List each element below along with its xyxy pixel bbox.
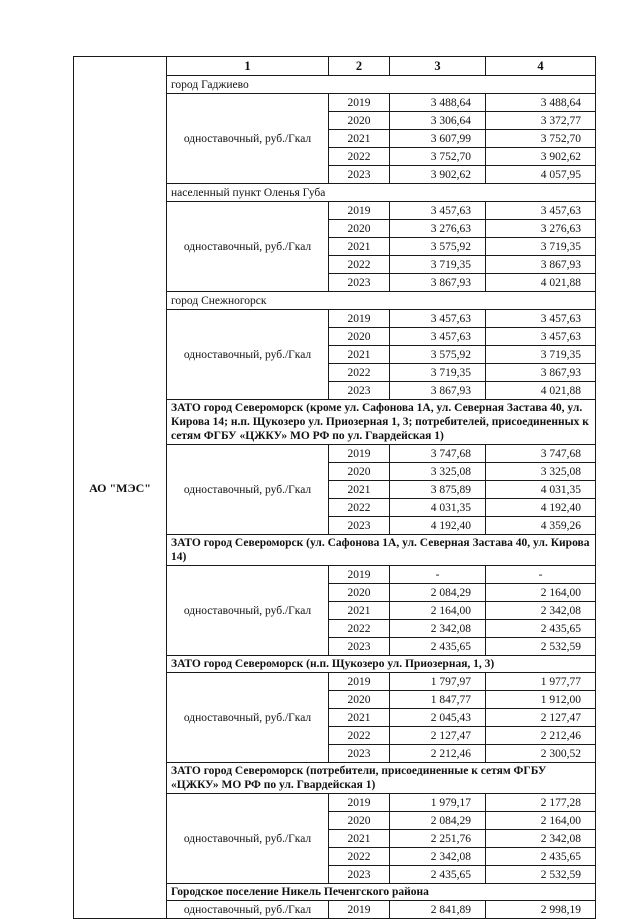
value-col-4-cell: 4 192,40 <box>486 499 596 517</box>
value-col-4-cell: 2 127,47 <box>486 709 596 727</box>
year-cell: 2020 <box>329 220 390 238</box>
year-cell: 2019 <box>329 794 390 812</box>
value-col-4-cell: 4 359,26 <box>486 517 596 535</box>
year-cell: 2021 <box>329 709 390 727</box>
tariff-type-cell: одноставочный, руб./Гкал <box>167 673 329 763</box>
value-col-3-cell: 2 435,65 <box>390 638 486 656</box>
value-col-3-cell: - <box>390 566 486 584</box>
year-cell: 2022 <box>329 620 390 638</box>
value-col-3-cell: 2 084,29 <box>390 812 486 830</box>
value-col-3-cell: 4 192,40 <box>390 517 486 535</box>
year-cell: 2019 <box>329 310 390 328</box>
value-col-4-cell: 3 719,35 <box>486 346 596 364</box>
value-col-4-cell: 2 300,52 <box>486 745 596 763</box>
value-col-4-cell: 2 212,46 <box>486 727 596 745</box>
value-col-4-cell: 1 912,00 <box>486 691 596 709</box>
value-col-3-cell: 3 747,68 <box>390 445 486 463</box>
location-heading: Городское поселение Никель Печенгского района <box>167 884 596 901</box>
value-col-4-cell: 3 457,63 <box>486 310 596 328</box>
tariff-type-cell: одноставочный, руб./Гкал <box>167 445 329 535</box>
year-cell: 2022 <box>329 499 390 517</box>
organization-cell <box>74 57 167 919</box>
year-cell: 2023 <box>329 866 390 884</box>
year-cell: 2022 <box>329 727 390 745</box>
value-col-4-cell: 2 342,08 <box>486 830 596 848</box>
year-cell: 2022 <box>329 848 390 866</box>
value-col-4-cell: 4 021,88 <box>486 274 596 292</box>
header-row <box>74 57 596 76</box>
value-col-3-cell: 1 797,97 <box>390 673 486 691</box>
value-col-4-cell: 4 057,95 <box>486 166 596 184</box>
value-col-3-cell: 4 031,35 <box>390 499 486 517</box>
value-col-3-cell: 2 342,08 <box>390 848 486 866</box>
value-col-3-cell: 2 212,46 <box>390 745 486 763</box>
value-col-3-cell: 3 752,70 <box>390 148 486 166</box>
value-col-4-cell: 4 031,35 <box>486 481 596 499</box>
year-cell: 2020 <box>329 584 390 602</box>
value-col-3-cell: 2 342,08 <box>390 620 486 638</box>
year-cell: 2021 <box>329 346 390 364</box>
value-col-4-cell: 2 435,65 <box>486 848 596 866</box>
value-col-4-cell: 3 902,62 <box>486 148 596 166</box>
tariff-type-cell: одноставочный, руб./Гкал <box>167 310 329 400</box>
year-cell: 2019 <box>329 673 390 691</box>
year-cell: 2021 <box>329 481 390 499</box>
value-col-4-cell: 3 457,63 <box>486 202 596 220</box>
year-cell: 2020 <box>329 112 390 130</box>
location-heading: ЗАТО город Североморск (ул. Сафонова 1А, ул. Северная Застава 40, ул. Кирова 14) <box>167 535 596 566</box>
location-heading: населенный пункт Оленья Губа <box>167 184 596 202</box>
value-col-3-cell: 3 457,63 <box>390 310 486 328</box>
year-cell: 2020 <box>329 463 390 481</box>
year-cell: 2022 <box>329 364 390 382</box>
year-cell: 2020 <box>329 812 390 830</box>
value-col-3-cell: 3 457,63 <box>390 202 486 220</box>
year-cell: 2020 <box>329 328 390 346</box>
year-cell: 2021 <box>329 238 390 256</box>
year-cell: 2023 <box>329 638 390 656</box>
value-col-4-cell: 2 532,59 <box>486 638 596 656</box>
value-col-3-cell: 3 575,92 <box>390 238 486 256</box>
value-col-3-cell: 2 045,43 <box>390 709 486 727</box>
value-col-3-cell: 3 719,35 <box>390 256 486 274</box>
organization-name: АО "МЭС" <box>89 480 151 495</box>
header-col-3: 3 <box>390 57 486 76</box>
tariff-type-cell: одноставочный, руб./Гкал <box>167 202 329 292</box>
value-col-4-cell: 3 747,68 <box>486 445 596 463</box>
location-heading: ЗАТО город Североморск (н.п. Щукозеро ул. Приозерная, 1, 3) <box>167 656 596 673</box>
value-col-3-cell: 2 251,76 <box>390 830 486 848</box>
value-col-4-cell: 2 342,08 <box>486 602 596 620</box>
year-cell: 2023 <box>329 382 390 400</box>
value-col-4-cell: 3 372,77 <box>486 112 596 130</box>
value-col-3-cell: 3 902,62 <box>390 166 486 184</box>
tariff-type-cell: одноставочный, руб./Гкал <box>167 794 329 884</box>
value-col-3-cell: 2 164,00 <box>390 602 486 620</box>
location-heading: ЗАТО город Североморск (потребители, присоединенные к сетям ФГБУ «ЦЖКУ» МО РФ по ул. Гвардейская 1) <box>167 763 596 794</box>
year-cell: 2023 <box>329 745 390 763</box>
header-col-2: 2 <box>329 57 390 76</box>
year-cell: 2021 <box>329 130 390 148</box>
value-col-3-cell: 2 435,65 <box>390 866 486 884</box>
value-col-3-cell: 3 607,99 <box>390 130 486 148</box>
value-col-3-cell: 2 084,29 <box>390 584 486 602</box>
year-cell: 2022 <box>329 148 390 166</box>
value-col-3-cell: 3 325,08 <box>390 463 486 481</box>
location-heading: город Гаджиево <box>167 76 596 94</box>
value-col-4-cell: 2 435,65 <box>486 620 596 638</box>
year-cell: 2019 <box>329 445 390 463</box>
location-heading: ЗАТО город Североморск (кроме ул. Сафонова 1А, ул. Северная Застава 40, ул. Кирова 14; н.п. Щукозеро ул. Приозерная 1, 3; потребителей, присоединенных к сетям ФГБУ «ЦЖКУ» МО РФ по ул. Гвардейская 1) <box>167 400 596 445</box>
year-cell: 2019 <box>329 901 390 919</box>
value-col-4-cell: 3 457,63 <box>486 328 596 346</box>
value-col-4-cell: 3 488,64 <box>486 94 596 112</box>
value-col-3-cell: 1 847,77 <box>390 691 486 709</box>
year-cell: 2020 <box>329 691 390 709</box>
value-col-3-cell: 3 488,64 <box>390 94 486 112</box>
year-cell: 2022 <box>329 256 390 274</box>
year-cell: 2019 <box>329 202 390 220</box>
value-col-3-cell: 3 719,35 <box>390 364 486 382</box>
value-col-4-cell: 3 752,70 <box>486 130 596 148</box>
value-col-4-cell: 2 177,28 <box>486 794 596 812</box>
header-col-1: 1 <box>167 57 329 76</box>
value-col-3-cell: 2 841,89 <box>390 901 486 919</box>
value-col-4-cell: 4 021,88 <box>486 382 596 400</box>
value-col-3-cell: 1 979,17 <box>390 794 486 812</box>
tariff-type-cell: одноставочный, руб./Гкал <box>167 901 329 919</box>
value-col-4-cell: 2 164,00 <box>486 812 596 830</box>
value-col-3-cell: 3 276,63 <box>390 220 486 238</box>
tariff-type-cell: одноставочный, руб./Гкал <box>167 94 329 184</box>
tariff-table <box>73 56 596 919</box>
location-heading: город Снежногорск <box>167 292 596 310</box>
value-col-3-cell: 3 306,64 <box>390 112 486 130</box>
value-col-4-cell: 3 325,08 <box>486 463 596 481</box>
year-cell: 2021 <box>329 830 390 848</box>
year-cell: 2019 <box>329 94 390 112</box>
value-col-4-cell: 2 164,00 <box>486 584 596 602</box>
year-cell: 2023 <box>329 517 390 535</box>
value-col-4-cell: 3 867,93 <box>486 256 596 274</box>
header-col-4: 4 <box>486 57 596 76</box>
value-col-3-cell: 2 127,47 <box>390 727 486 745</box>
year-cell: 2019 <box>329 566 390 584</box>
value-col-4-cell: 3 719,35 <box>486 238 596 256</box>
value-col-4-cell: 3 276,63 <box>486 220 596 238</box>
value-col-3-cell: 3 575,92 <box>390 346 486 364</box>
value-col-3-cell: 3 867,93 <box>390 274 486 292</box>
year-cell: 2021 <box>329 602 390 620</box>
value-col-3-cell: 3 875,89 <box>390 481 486 499</box>
year-cell: 2023 <box>329 166 390 184</box>
value-col-4-cell: - <box>486 566 596 584</box>
value-col-4-cell: 2 998,19 <box>486 901 596 919</box>
year-cell: 2023 <box>329 274 390 292</box>
value-col-4-cell: 3 867,93 <box>486 364 596 382</box>
value-col-4-cell: 2 532,59 <box>486 866 596 884</box>
value-col-3-cell: 3 867,93 <box>390 382 486 400</box>
value-col-4-cell: 1 977,77 <box>486 673 596 691</box>
tariff-type-cell: одноставочный, руб./Гкал <box>167 566 329 656</box>
value-col-3-cell: 3 457,63 <box>390 328 486 346</box>
